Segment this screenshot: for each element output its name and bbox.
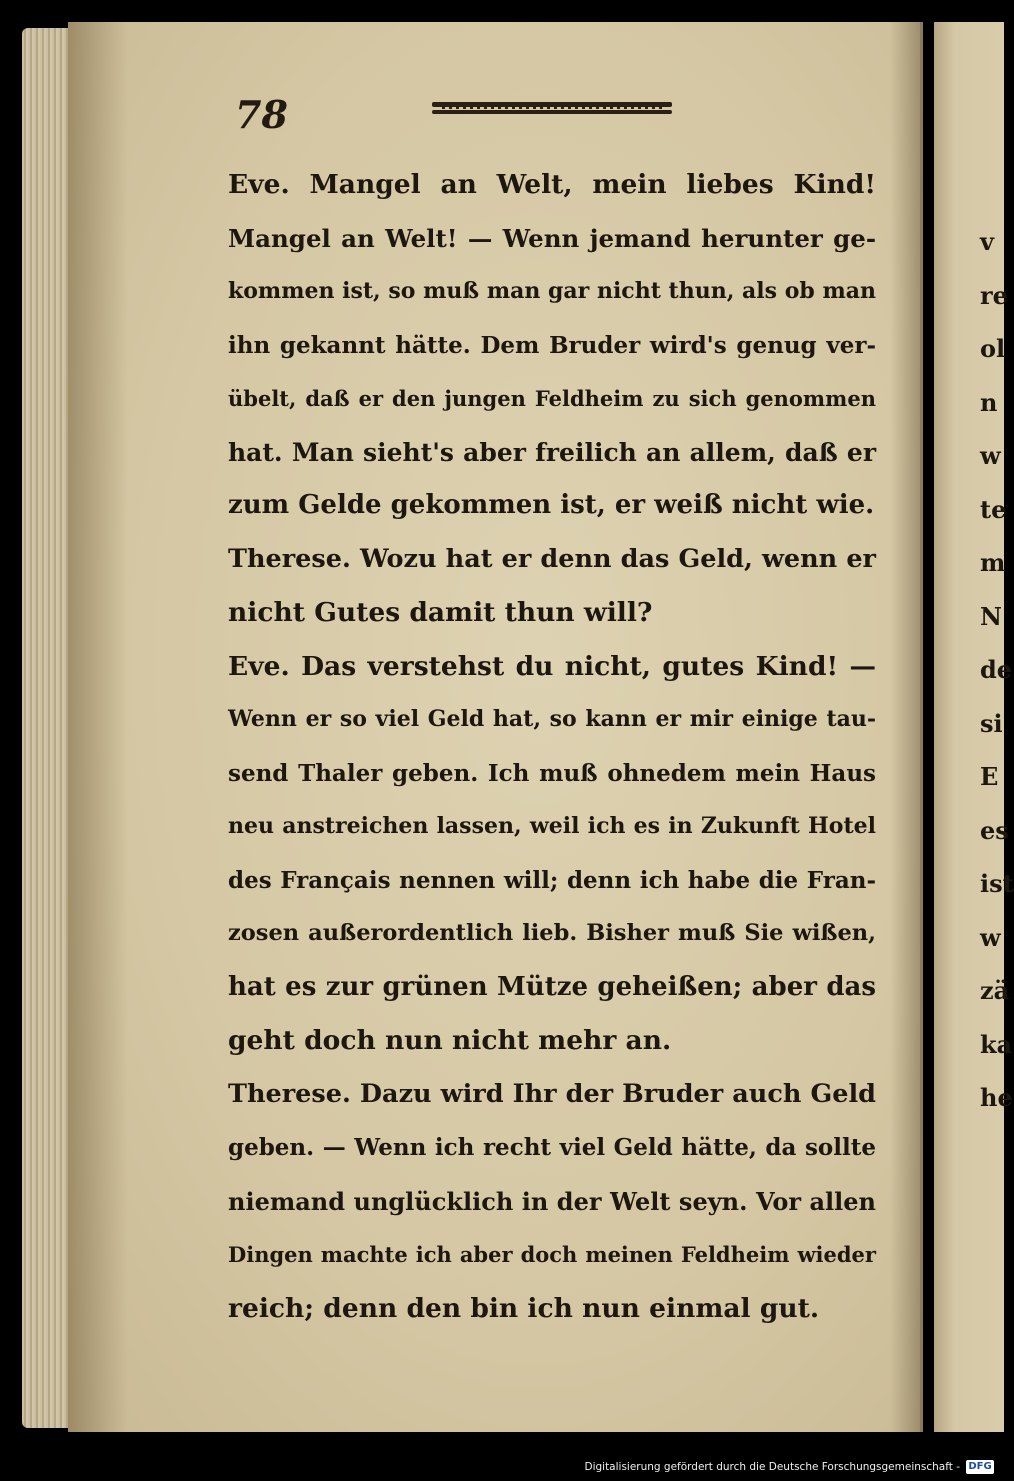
ornament-dots	[442, 106, 662, 109]
facing-page-fragment: si	[980, 708, 1003, 738]
text-line: zosen außerordentlich lieb. Bisher muß Sie wißen,	[228, 920, 876, 946]
text-line: des Français nennen will; denn ich habe die Fran-	[228, 866, 876, 894]
header-rule-ornament	[432, 100, 672, 120]
text-line: hat. Man sieht's aber freilich an allem, daß er	[228, 437, 876, 467]
text-line: übelt, daß er den jungen Feldheim zu sich genommen	[228, 386, 876, 411]
text-line: hat es zur grünen Mütze geheißen; aber das	[228, 971, 876, 1002]
page-edge-shadow	[890, 22, 920, 1432]
facing-page-fragment: re	[980, 280, 1008, 310]
facing-page-fragment: w	[980, 441, 1001, 470]
text-line: zum Gelde gekommen ist, er weiß nicht wie.	[228, 490, 875, 520]
gutter-shadow	[68, 22, 128, 1432]
text-line: Eve. Das verstehst du nicht, gutes Kind! —	[228, 650, 876, 682]
facing-page-fragment: es	[980, 815, 1009, 845]
facing-page-fragment: n	[980, 387, 998, 417]
facing-page-fragment: he	[980, 1083, 1013, 1112]
facing-page-fragment: m	[980, 548, 1006, 577]
facing-page-fragment: de	[980, 655, 1013, 684]
book-page-stack	[22, 28, 70, 1428]
text-line: kommen ist, so muß man gar nicht thun, als ob man	[228, 278, 876, 304]
page-number: 78	[235, 92, 288, 137]
text-line: neu anstreichen lassen, weil ich es in Zukunft Hotel	[228, 813, 876, 839]
text-line: Eve. Mangel an Welt, mein liebes Kind!	[228, 169, 876, 200]
text-line: Therese. Dazu wird Ihr der Bruder auch Geld	[228, 1078, 876, 1109]
ornament-line-bottom	[432, 110, 672, 114]
facing-page-fragment: te	[980, 494, 1007, 524]
facing-page-fragment: w	[980, 922, 1001, 952]
text-line: niemand unglücklich in der Welt seyn. Vor allen	[228, 1186, 876, 1216]
dfg-logo: DFG	[966, 1460, 994, 1474]
facing-page-fragment: ist	[980, 869, 1014, 898]
text-line: geben. — Wenn ich recht viel Geld hätte, da sollte	[228, 1134, 876, 1161]
funding-credit: Digitalisierung gefördert durch die Deutsche Forschungsgemeinschaft -	[584, 1461, 960, 1473]
text-line: reich; denn den bin ich nun einmal gut.	[228, 1292, 820, 1324]
text-line: ihn gekannt hätte. Dem Bruder wird's genug ver-	[228, 331, 876, 359]
text-line: nicht Gutes damit thun will?	[228, 597, 653, 628]
facing-page-fragment: E	[980, 762, 999, 791]
text-line: Wenn er so viel Geld hat, so kann er mir einige tau-	[228, 706, 876, 732]
text-line: send Thaler geben. Ich muß ohnedem mein Haus	[228, 759, 876, 787]
text-line: Dingen machte ich aber doch meinen Feldheim wieder	[228, 1242, 876, 1267]
facing-page-fragment: v	[980, 227, 994, 256]
text-line: Mangel an Welt! — Wenn jemand herunter ge-	[228, 223, 876, 253]
facing-page-fragment: N	[980, 601, 1002, 631]
text-line: Therese. Wozu hat er denn das Geld, wenn er	[228, 543, 876, 574]
footer-bar	[0, 1443, 1000, 1481]
body-text	[228, 158, 876, 1335]
facing-page-fragment: ka	[980, 1029, 1013, 1059]
facing-page-text-fragments	[980, 215, 1014, 1125]
text-line: geht doch nun nicht mehr an.	[228, 1025, 672, 1056]
facing-page-fragment: zä	[980, 976, 1010, 1005]
facing-page-fragment: ol	[980, 334, 1006, 363]
